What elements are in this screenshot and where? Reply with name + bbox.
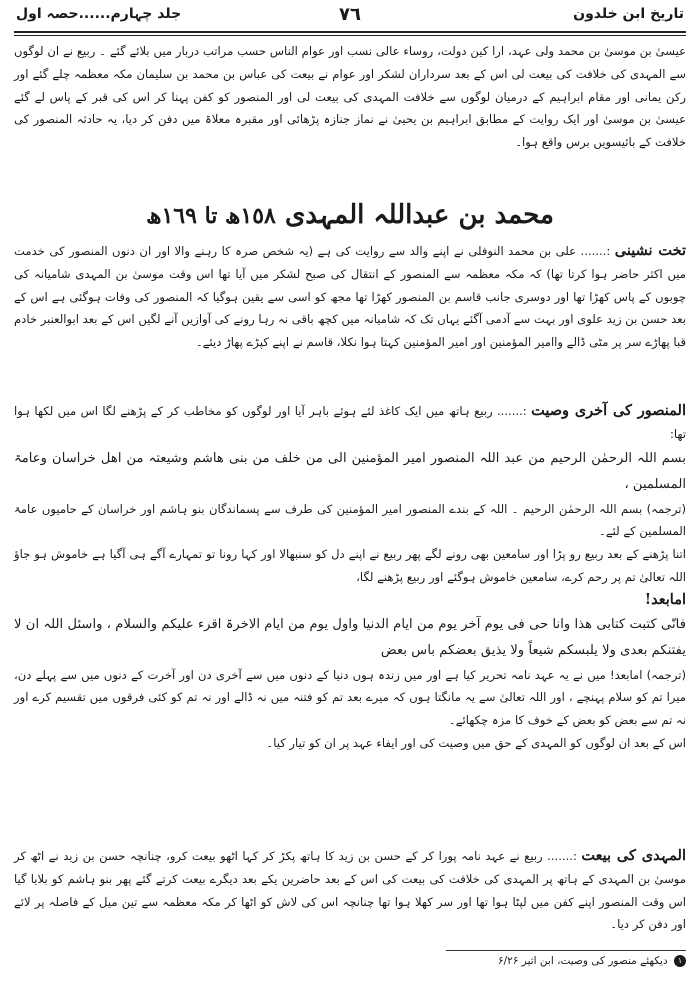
accession-section (14, 240, 686, 354)
will-closing: اس کے بعد ان لوگوں کو المہدی کے حق میں وصیت کی اور ایفاء عہد پر ان کو تیار کیا۔ (266, 735, 686, 750)
will-after: اتنا پڑھنے کے بعد ربیع رو پڑا اور سامعین بھی رونے لگے پھر ربیع نے اپنے دل کو سنبھالا اور کہا رونا تو تمہارے آگے ہی آگیا ہے خاموش ہو جاؤ اللہ تعالیٰ تم پر رحم کرے، سامعین خاموش ہوگئے اور ربیع پڑھنے لگا، (14, 547, 686, 584)
will-translation-2: (ترجمہ) امابعد! میں نے یہ عہد نامہ تحریر کیا ہے اور میں زندہ ہوں دنیا کے دنوں میں سے آخری دن اور آخرت کے دنوں میں سے پہلے دن، میرا تم کو سلام پہنچے ، اور اللہ تعالیٰ سے یہ مانگتا ہوں کہ میرے بعد تم کو فتنہ میں نہ ڈالے اور نہ تم کو کئی فرقوں میں تقسیم کرے اور نہ تم سے بعض کو بعض کے خوف کا مزہ چکھائے۔ (14, 667, 686, 728)
will-text: ربیع ہاتھ میں ایک کاغذ لئے ہوئے باہر آیا اور لوگوں کو مخاطب کر کے پڑھنے لگا اس میں لکھا ہوا تھا: (14, 404, 686, 441)
amma-baad: امابعد! (644, 590, 686, 608)
page-header (0, 0, 700, 36)
footnote (498, 955, 686, 967)
header-rule-thin (14, 35, 686, 36)
will-section (14, 400, 686, 755)
bayah-heading: المہدی کی بیعت (581, 847, 687, 864)
intro-block (14, 40, 686, 154)
page-number: ٧٦ (339, 4, 361, 25)
accession-heading: تخت نشینی (614, 242, 687, 259)
footnote-rule (446, 950, 686, 951)
book-title: تاریخ ابن خلدون (573, 6, 684, 22)
bayah-text: ربیع نے عہد نامہ پورا کر کے حسن بن زید کا ہاتھ پکڑ کر کہا اٹھو بیعت کرو، چنانچہ حسن بن زید نے اٹھ کر موسیٰ بن المہدی کے ہاتھ پر المہدی کی خلافت کی بیعت کی اس کے بعد حاضرین یکے بعد دیگرے بیعت کرتے گئے پھر بنو ہاشم کو بلایا گیا اس وقت المنصور اپنے کفن میں لپٹا ہوا تھا اور سر کھلا ہوا تھا چنانچہ اس کی لاش کو اٹھا کر مکہ معظمہ سے تین میل کے فاصلہ پر لائے اور دفن کر دیا۔ (14, 849, 686, 932)
volume-part: جلد چہارم......حصہ اول (16, 6, 182, 22)
bayah-paragraph: المہدی کی بیعت :....... ربیع نے عہد نامہ پورا کر کے حسن بن زید کا ہاتھ پکڑ کر کہا اٹھو بیعت کرو، چنانچہ حسن بن زید نے اٹھ کر موسیٰ بن المہدی کے ہاتھ پر المہدی کی خلافت کی بیعت کی اس کے بعد حاضرین یکے بعد دیگرے بیعت کرتے گئے پھر بنو ہاشم کو بلایا گیا اس وقت المنصور اپنے کفن میں لپٹا ہوا تھا اور سر کھلا ہوا تھا چنانچہ اس کی لاش کو اٹھا کر مکہ معظمہ سے تین میل کے فاصلہ پر لائے اور دفن کر دیا۔ (14, 847, 687, 932)
will-intro: المنصور کی آخری وصیت :....... ربیع ہاتھ میں ایک کاغذ لئے ہوئے باہر آیا اور لوگوں کو مخاطب کر کے پڑھنے لگا اس میں لکھا ہوا تھا: (14, 402, 686, 441)
will-heading: المنصور کی آخری وصیت (531, 402, 686, 419)
accession-text: علی بن محمد النوفلی نے اپنے والد سے روایت کی ہے (یہ شخص صرہ کا رہنے والا اور ان دنوں المنصور کی خدمت میں اکثر حاضر ہوا کرتا تھا) کہ مکہ معظمہ سے المنصور کے انتقال کی صبح لشکر میں آیا تھا اس وقت موسیٰ بن المہدی شامیانہ کی چوبوں کے پاس کھڑا تھا اور دوسری جانب قاسم بن المنصور کھڑا تھا مجھ کو اسی سے یقین ہوگیا کہ المنصور کی وفات ہوگئی ہے اس کے بعد حسن بن زید علوی اور بہت سے آدمی آگئے یہاں تک کہ شامیانہ میں کچھ باقی نہ رہا رونے کی آوازیں آنے لگیں اس کے بعد ابوالعنبر خادم قبا پھاڑے سر پر مٹی ڈالے واامیر المؤمنین اور امیر المؤمنین کہتا ہوا نکلا، قاسم نے اپنے کپڑے پھاڑ دیئے۔ (14, 244, 686, 350)
chapter-years: ١٥٨ھ تا ١٦٩ھ (146, 203, 276, 229)
bayah-section (14, 845, 686, 936)
will-translation: (ترجمہ) بسم اللہ الرحمٰن الرحیم ۔ اللہ کے بندے المنصور امیر المؤمنین کی طرف سے پسماندگان بنو ہاشم اور خراسان کے حامیوں عامۃ المسلمین کے لئے۔ (14, 501, 686, 539)
footnote-text: دیکھئے منصور کی وصیت، ابن اثیر ۶/۲۶ (497, 955, 668, 967)
footnote-marker: ١ (674, 955, 686, 967)
chapter-heading (0, 200, 700, 230)
will-arabic: بسم اللہ الرحمٰن الرحیم من عبد اللہ المنصور امیر المؤمنین الی من خلف من بنی ھاشم وشیعتہ من اھل خراسان وعامۃ المسلمین ، (14, 450, 686, 492)
chapter-title: محمد بن عبداللہ المہدی (284, 200, 554, 230)
accession-paragraph: تخت نشینی :....... علی بن محمد النوفلی نے اپنے والد سے روایت کی ہے (یہ شخص صرہ کا رہنے والا اور ان دنوں المنصور کی خدمت میں اکثر حاضر ہوا کرتا تھا) کہ مکہ معظمہ سے المنصور کے انتقال کی صبح لشکر میں آیا تھا اس وقت موسیٰ بن المہدی شامیانہ کی چوبوں کے پاس کھڑا تھا اور دوسری جانب قاسم بن المنصور کھڑا تھا مجھ کو اسی سے یقین ہوگیا کہ المنصور کی وفات ہوگئی ہے اس کے بعد حسن بن زید علوی اور بہت سے آدمی آگئے یہاں تک کہ شامیانہ میں کچھ باقی نہ رہا رونے کی آوازیں آنے لگیں اس کے بعد ابوالعنبر خادم قبا پھاڑے سر پر مٹی ڈالے واامیر المؤمنین اور امیر المؤمنین کہتا ہوا نکلا، قاسم نے اپنے کپڑے پھاڑ دیئے۔ (14, 242, 687, 350)
header-rule (14, 31, 686, 33)
will-arabic-2: فانّی کتبت کتابی ھذا وانا حی فی یوم آخر یوم من ایام الدنیا واول یوم من ایام الاخرۃ اقرء علیکم والسلام ، واسئل اللہ ان لا یفتنکم بعدی ولا یلبسکم شیعاً ولا یذیق بعضکم باس بعض (14, 616, 686, 658)
intro-paragraph: عیسیٰ بن موسیٰ بن محمد ولی عہد، ارا کین دولت، روساء عالی نسب اور عوام الناس حسب مراتب دربار میں بلائے گئے ۔ ربیع نے ان لوگوں سے المہدی کی خلافت کی بیعت لی اس کے بعد سرداران لشکر اور عوام نے بیعت کی عباس بن محمد بن سلیمان مکہ معظمہ چلے گئے اور رکن یمانی اور مقام ابراہیم کے درمیان لوگوں سے خلافت المہدی کی بیعت لی اور المنصور کو کفن پہنا کر اس کی قبر کے پاس لے گئے عیسیٰ بن موسیٰ اور ایک روایت کے مطابق ابراہیم بن یحییٰ نے نماز جنازہ پڑھائی اور مقبرہ معلاۃ میں دفن کر دیا، یہ حادثہ المنصور کی خلافت کے بائیسویں برس واقع ہوا۔ (14, 44, 686, 150)
